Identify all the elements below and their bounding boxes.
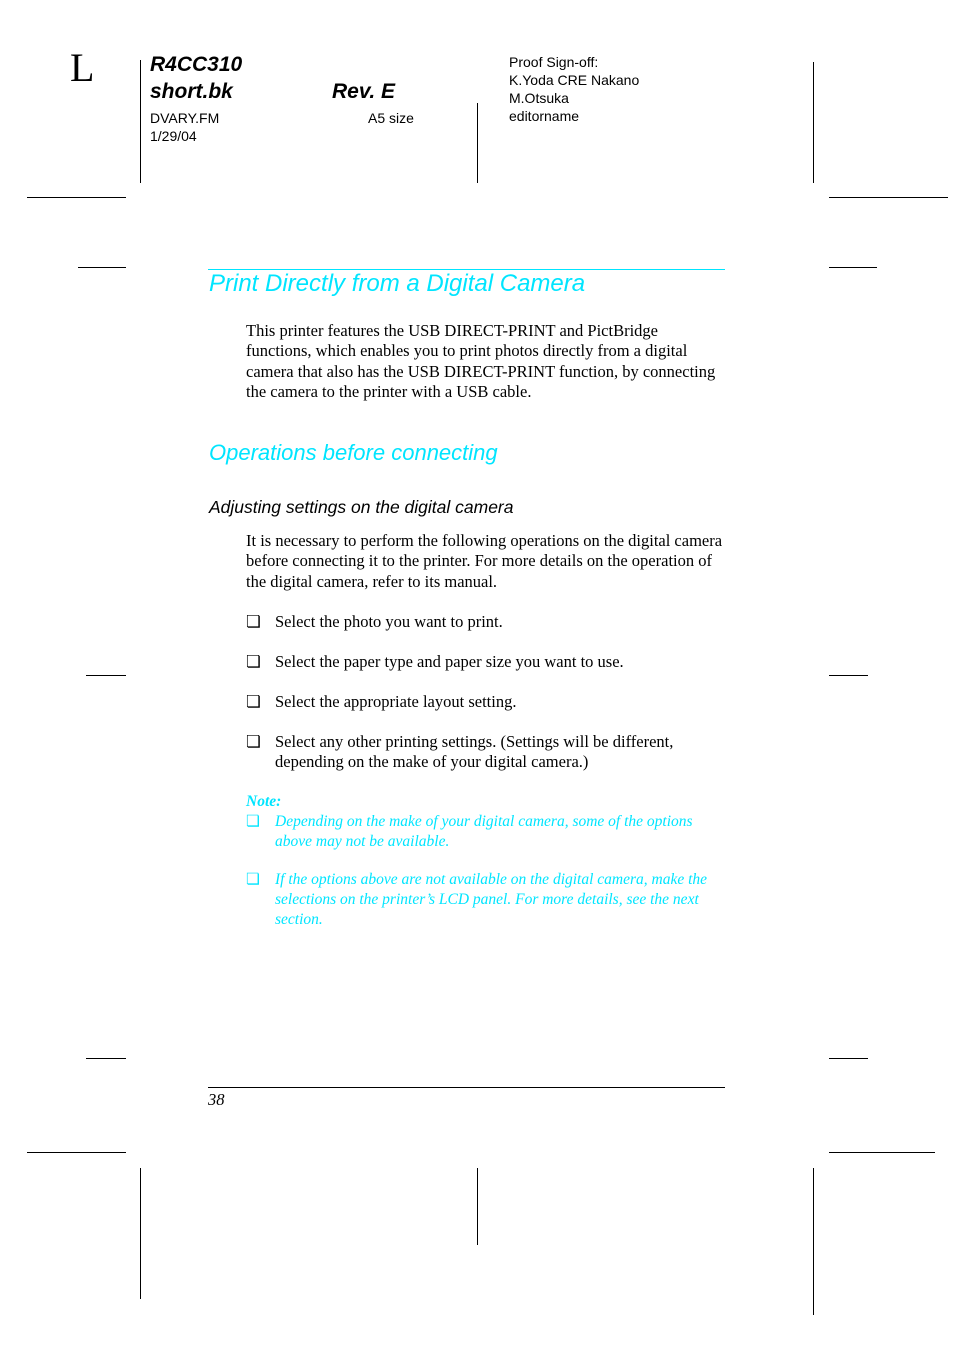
note-item-text: Depending on the make of your digital camera, some of the options above may not be available.	[275, 813, 693, 850]
list-item	[246, 652, 724, 672]
proof-line: Proof Sign-off:	[509, 54, 599, 70]
revision: Rev. E	[332, 80, 396, 103]
paper-size: A5 size	[368, 110, 414, 126]
proof-signoff	[509, 53, 639, 125]
list-item-text: Select the paper type and paper size you want to use.	[275, 652, 624, 671]
crop-line	[813, 1168, 814, 1315]
page-title: Print Directly from a Digital Camera	[209, 270, 586, 297]
list-item	[246, 732, 724, 773]
crop-line	[477, 1168, 478, 1245]
checkbox-bullet-icon: ❏	[246, 652, 261, 671]
proof-line: editorname	[509, 108, 580, 124]
intro-paragraph: This printer features the USB DIRECT-PRINT and PictBridge functions, which enables you to print photos directly from a digital camera that also has the USB DIRECT-PRINT function, by connecting the camera to the printer with a USB cable.	[246, 321, 716, 401]
proof-line: K.Yoda CRE Nakano	[509, 72, 640, 88]
crop-line	[86, 675, 126, 676]
list-item	[246, 692, 724, 712]
crop-line	[27, 197, 126, 198]
book-file: short.bk	[150, 80, 233, 103]
note-item-text: If the options above are not available on the digital camera, make the selections on the printer’s LCD panel. For more details, see the next section.	[275, 871, 708, 928]
crop-line	[829, 675, 868, 676]
crop-line	[140, 60, 141, 183]
book-code: R4CC310	[150, 53, 243, 76]
note-item	[246, 812, 724, 852]
crop-line	[78, 267, 126, 268]
page-number: 38	[208, 1090, 225, 1109]
section-heading: Operations before connecting	[209, 440, 498, 465]
subsection-heading: Adjusting settings on the digital camera	[209, 497, 514, 517]
list-item	[246, 612, 724, 632]
checkbox-bullet-icon: ❏	[246, 813, 260, 830]
file-date: 1/29/04	[150, 128, 197, 144]
list-item-text: Select any other printing settings. (Settings will be different, depending on the make of your digital camera.)	[275, 732, 674, 772]
note-item	[246, 870, 724, 930]
crop-line	[829, 1058, 868, 1059]
crop-line	[813, 62, 814, 183]
crop-line	[829, 267, 877, 268]
crop-line	[829, 1152, 935, 1153]
list-item-text: Select the appropriate layout setting.	[275, 692, 517, 711]
crop-mark-letter: L	[70, 45, 95, 90]
subsection-paragraph: It is necessary to perform the following operations on the digital camera before connecting it to the printer. For more details on the operation of the digital camera, refer to its manual.	[246, 531, 723, 591]
crop-line	[27, 1152, 126, 1153]
checkbox-bullet-icon: ❏	[246, 732, 261, 751]
footer-rule	[208, 1087, 725, 1088]
crop-line	[140, 1168, 141, 1299]
crop-line	[477, 103, 478, 183]
list-item-text: Select the photo you want to print.	[275, 612, 503, 631]
crop-line	[86, 1058, 126, 1059]
checkbox-bullet-icon: ❏	[246, 612, 261, 631]
file-name: DVARY.FM	[150, 110, 220, 126]
checkbox-bullet-icon: ❏	[246, 871, 260, 888]
checkbox-bullet-icon: ❏	[246, 692, 261, 711]
proof-line: M.Otsuka	[509, 90, 569, 106]
crop-line	[829, 197, 948, 198]
note-label: Note:	[246, 793, 282, 810]
